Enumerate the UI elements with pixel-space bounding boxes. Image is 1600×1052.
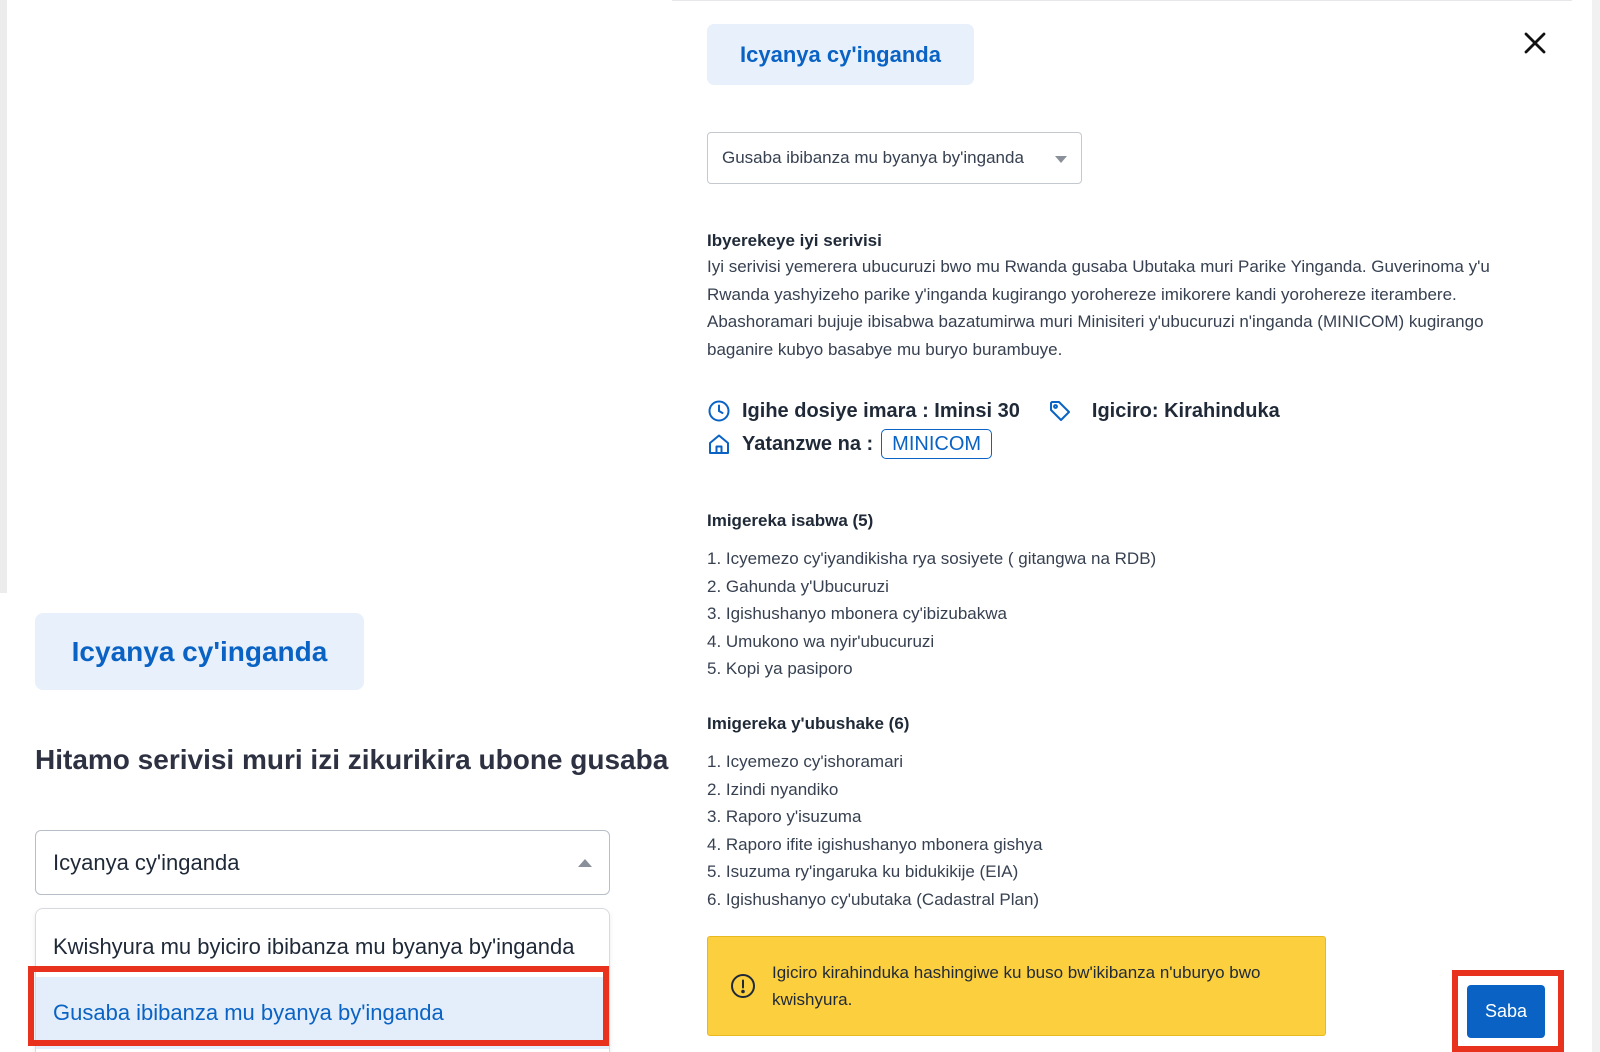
info-icon bbox=[730, 973, 756, 999]
service-options-dropdown bbox=[35, 908, 610, 1052]
left-panel-edge bbox=[0, 0, 7, 593]
chevron-down-icon bbox=[1055, 156, 1067, 163]
category-tag-label: Icyanya cy'inganda bbox=[71, 635, 328, 667]
service-select-value: Gusaba ibibanza mu byanya by'inganda bbox=[722, 148, 1024, 167]
service-option-label: Gusaba ibibanza mu byanya by'inganda bbox=[53, 1000, 444, 1025]
warning-text: Igiciro kirahinduka hashingiwe ku buso bw'ikibanza n'uburyo bwo kwishyura. bbox=[772, 962, 1261, 1009]
service-select[interactable] bbox=[707, 132, 1082, 184]
list-item: 2. Gahunda y'Ubucuruzi bbox=[707, 576, 889, 596]
optional-docs-title: Imigereka y'ubushake (6) bbox=[707, 714, 910, 733]
service-select-heading: Hitamo serivisi muri izi zikurikira ubone gusaba bbox=[35, 744, 669, 775]
price-text: Igiciro: Kirahinduka bbox=[1091, 399, 1280, 422]
service-option-apply-plots[interactable] bbox=[36, 977, 609, 1049]
provider-label: Yatanzwe na : bbox=[742, 432, 874, 455]
chevron-up-icon bbox=[578, 859, 592, 867]
description-title: Ibyerekeye iyi serivisi bbox=[707, 231, 882, 250]
clock-icon bbox=[707, 399, 731, 423]
list-item: 5. Kopi ya pasiporo bbox=[707, 659, 853, 678]
service-description: Iyi serivisi yemerera ubucuruzi bwo mu Rwanda gusaba Ubutaka muri Parike Yinganda. Guverinoma y'u Rwanda yashyizeho parike y'inganda kugirango yorohereze imikorere kandi yorohereze iterambere. Abashoramari bujuje ibisabwa bazatumirwa muri Minisiteri y'ubucuruzi n'inganda (MINICOM) kugirango baganire kubyo basabye mu buryo burambuye. bbox=[707, 257, 1490, 359]
service-option-label: Kwishyura mu byiciro ibibanza mu byanya by'inganda bbox=[53, 934, 575, 959]
panel-top-border bbox=[672, 0, 1572, 1]
optional-docs-list bbox=[707, 748, 1042, 913]
list-item: 6. Igishushanyo cy'ubutaka (Cadastral Plan) bbox=[707, 889, 1040, 909]
list-item: 2. Izindi nyandiko bbox=[707, 779, 839, 799]
duration-text: Igihe dosiye imara : Iminsi 30 bbox=[742, 399, 1020, 422]
service-category-select[interactable] bbox=[35, 830, 610, 895]
meta-row-duration-price bbox=[707, 399, 1280, 423]
close-icon bbox=[1524, 32, 1546, 54]
category-tag-label: Icyanya cy'inganda bbox=[740, 41, 941, 67]
price-warning-alert bbox=[707, 936, 1326, 1036]
submit-apply-button[interactable] bbox=[1467, 985, 1545, 1038]
list-item: 5. Isuzuma ry'ingaruka ku bidukikije (EIA) bbox=[707, 862, 1019, 881]
required-docs-title: Imigereka isabwa (5) bbox=[707, 511, 874, 530]
tag-icon bbox=[1048, 399, 1072, 423]
provider-badge[interactable]: MINICOM bbox=[881, 429, 992, 459]
list-item: 4. Raporo ifite igishushanyo mbonera gishya bbox=[707, 834, 1043, 854]
home-icon bbox=[707, 432, 731, 456]
list-item: 3. Igishushanyo mbonera cy'ibizubakwa bbox=[707, 604, 1007, 623]
service-option-installments[interactable] bbox=[36, 917, 609, 977]
panel-scroll-edge bbox=[1592, 0, 1600, 1052]
category-tag-right bbox=[707, 24, 974, 85]
meta-row-provider bbox=[707, 429, 992, 459]
required-docs-list bbox=[707, 545, 1156, 683]
list-item: 3. Raporo y'isuzuma bbox=[707, 807, 862, 826]
list-item: 1. Icyemezo cy'ishoramari bbox=[707, 752, 903, 771]
service-category-value: Icyanya cy'inganda bbox=[53, 849, 240, 875]
list-item: 4. Umukono wa nyir'ubucuruzi bbox=[707, 631, 935, 651]
list-item: 1. Icyemezo cy'iyandikisha rya sosiyete ( gitangwa na RDB) bbox=[707, 549, 1157, 568]
category-tag-left bbox=[35, 613, 364, 690]
close-button[interactable] bbox=[1520, 28, 1550, 58]
submit-button-label: Saba bbox=[1484, 1001, 1528, 1021]
